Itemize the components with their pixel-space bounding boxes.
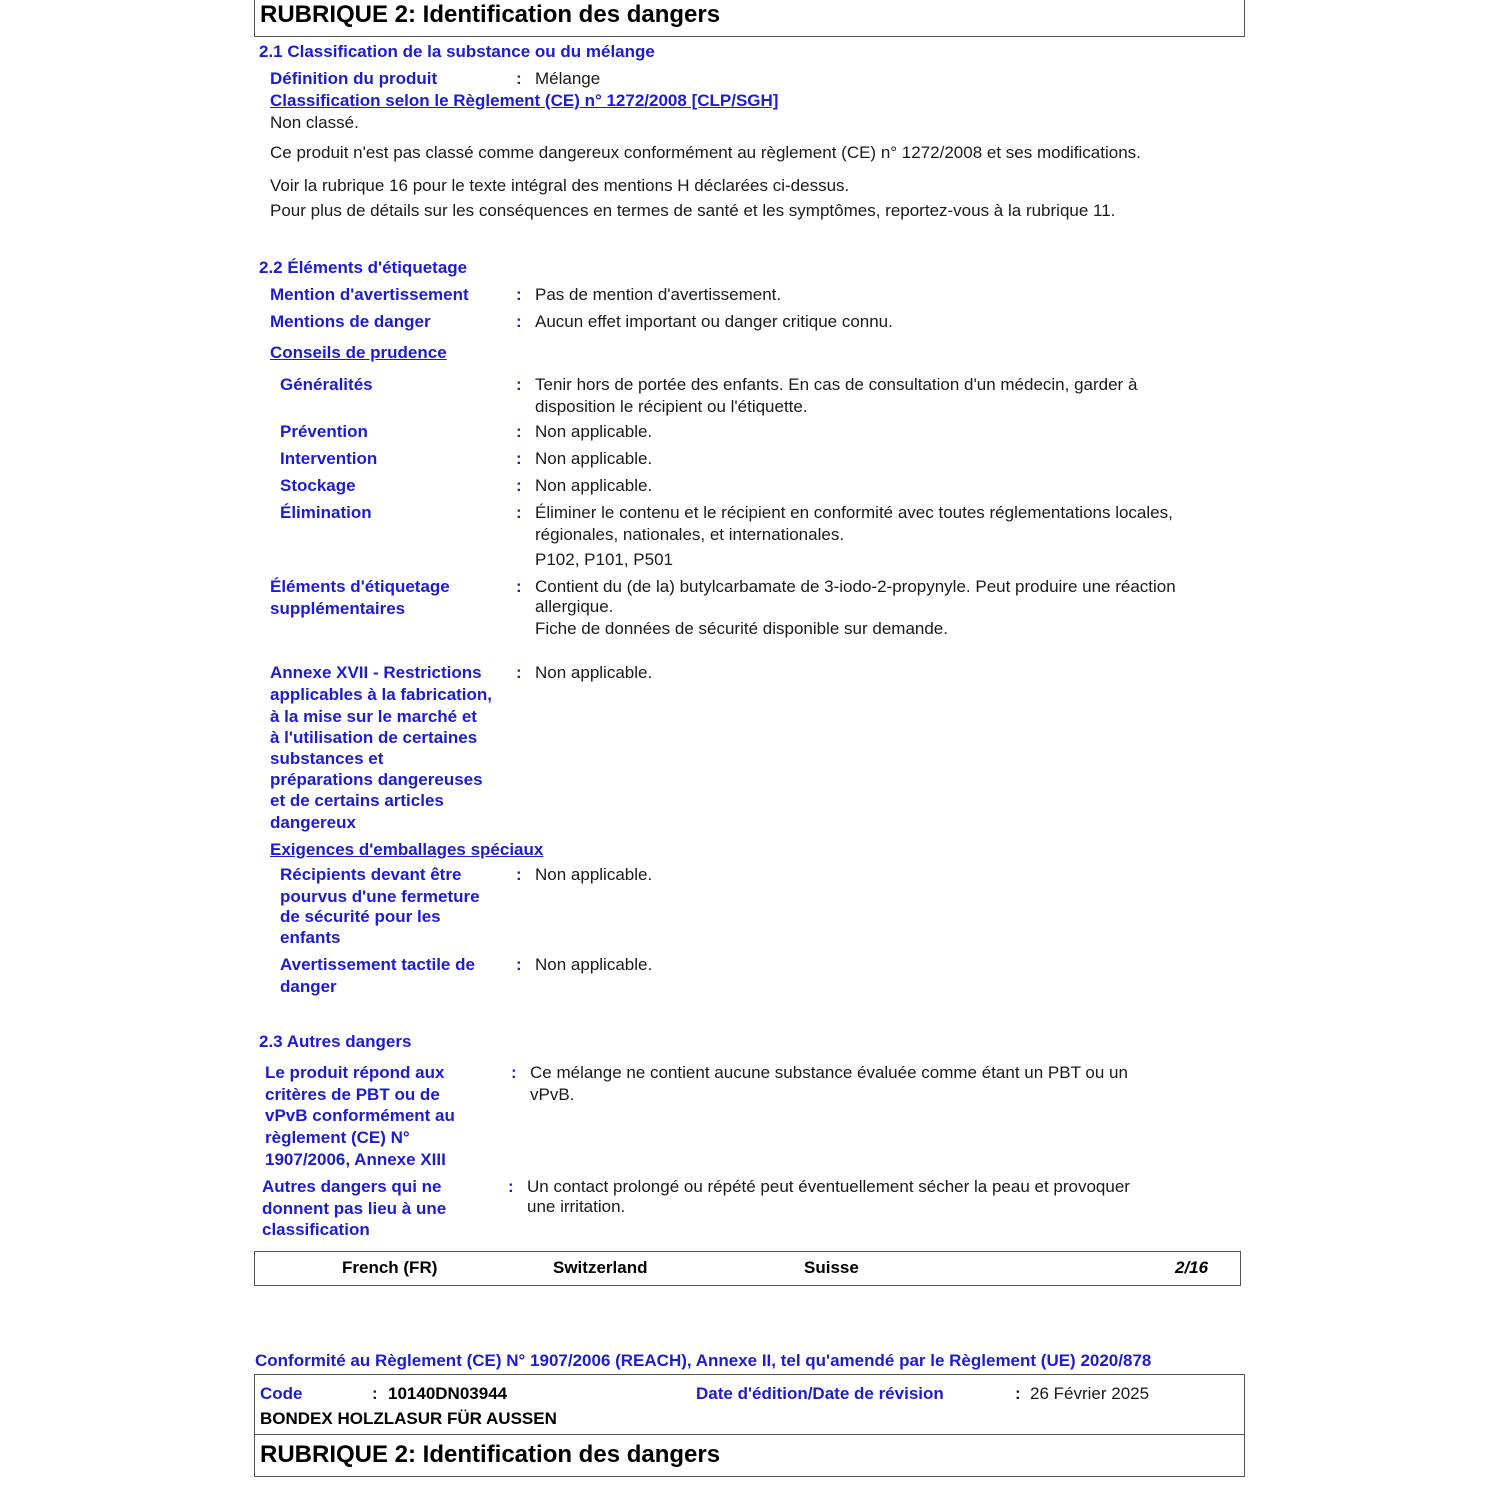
footer-country-fr: Suisse [804,1258,859,1277]
colon: : [1015,1384,1021,1403]
code-label: Code [260,1384,303,1403]
hazard-statements-label: Mentions de danger [270,312,431,331]
product-definition-value: Mélange [535,69,601,88]
annex-xvii-label-line1: Annexe XVII - Restrictions [270,663,482,682]
heading-2-2: 2.2 Éléments d'étiquetage [259,258,468,277]
non-classe-text: Non classé. [270,113,359,132]
rubrique-16-note: Voir la rubrique 16 pour le texte intégral des mentions H déclarées ci-dessus. [270,176,850,195]
tactile-warning-value: Non applicable. [535,955,653,974]
colon: : [516,312,522,331]
general-value-line2: disposition le récipient ou l'étiquette. [535,397,808,416]
intervention-value: Non applicable. [535,449,653,468]
annex-xvii-label-line6: préparations dangereuses [270,770,483,789]
supplemental-value-line2: allergique. [535,597,614,616]
colon: : [516,955,522,974]
colon: : [516,449,522,468]
other-hazards-value-line2: une irritation. [527,1197,626,1216]
annex-xvii-label-line4: à l'utilisation de certaines [270,728,478,747]
footer-page-number: 2/16 [1175,1258,1209,1277]
child-resistant-label-line4: enfants [280,928,341,947]
storage-label: Stockage [280,476,356,495]
annex-xvii-value: Non applicable. [535,663,653,682]
child-resistant-label-line3: de sécurité pour les [280,907,441,926]
pbt-value-line2: vPvB. [530,1085,575,1104]
heading-2-3: 2.3 Autres dangers [259,1032,412,1051]
document-info-box [254,1374,1245,1435]
child-resistant-value: Non applicable. [535,865,653,884]
special-packaging-link[interactable]: Exigences d'emballages spéciaux [270,840,544,859]
colon: : [516,69,522,88]
product-name: BONDEX HOLZLASUR FÜR AUSSEN [260,1409,557,1428]
pbt-label-line4: règlement (CE) N° [265,1128,410,1147]
signal-word-value: Pas de mention d'avertissement. [535,285,782,304]
colon: : [516,865,522,884]
code-value: 10140DN03944 [388,1384,508,1403]
pbt-label-line3: vPvB conformément au [265,1106,455,1125]
disposal-value-line2: régionales, nationales, et internationales. [535,525,845,544]
precautionary-statements-link[interactable]: Conseils de prudence [270,343,447,362]
supplemental-value-line3: Fiche de données de sécurité disponible sur demande. [535,619,948,638]
disposal-label: Élimination [280,503,372,522]
child-resistant-label-line1: Récipients devant être [280,865,462,884]
section-title-box [254,0,1245,37]
disposal-codes: P102, P101, P501 [535,550,674,569]
colon: : [516,663,522,682]
next-section-title: RUBRIQUE 2: Identification des dangers [260,1441,721,1468]
supplemental-value-line1: Contient du (de la) butylcarbamate de 3-iodo-2-propynyle. Peut produire une réaction [535,577,1176,596]
annex-xvii-label-line3: à la mise sur le marché et [270,707,477,726]
revision-date-label: Date d'édition/Date de révision [696,1384,944,1403]
tactile-warning-label-line1: Avertissement tactile de [280,955,475,974]
pbt-label-line1: Le produit répond aux [265,1063,445,1082]
page-footer [254,1251,1241,1286]
colon: : [516,375,522,394]
tactile-warning-label-line2: danger [280,977,337,996]
colon: : [516,577,522,596]
classification-link[interactable]: Classification selon le Règlement (CE) n° 1272/2008 [CLP/SGH] [270,91,779,110]
colon: : [516,422,522,441]
other-hazards-label-line3: classification [262,1220,370,1239]
next-section-title-box [254,1434,1245,1477]
colon: : [372,1384,378,1403]
heading-2-1: 2.1 Classification de la substance ou du mélange [259,42,655,61]
supplemental-label-line2: supplémentaires [270,599,406,618]
supplemental-label-line1: Éléments d'étiquetage [270,577,450,596]
general-value-line1: Tenir hors de portée des enfants. En cas de consultation d'un médecin, garder à [535,375,1138,394]
footer-language: French (FR) [342,1258,438,1277]
annex-xvii-label-line2: applicables à la fabrication, [270,685,493,704]
pbt-label-line5: 1907/2006, Annexe XIII [265,1150,446,1169]
annex-xvii-label-line8: dangereux [270,813,356,832]
colon: : [516,503,522,522]
pbt-value-line1: Ce mélange ne contient aucune substance évaluée comme étant un PBT ou un [530,1063,1128,1082]
revision-date-value: 26 Février 2025 [1030,1384,1150,1403]
section-title: RUBRIQUE 2: Identification des dangers [260,1,721,28]
disposal-value-line1: Éliminer le contenu et le récipient en conformité avec toutes réglementations locales, [535,503,1173,522]
pbt-label-line2: critères de PBT ou de [265,1085,440,1104]
child-resistant-label-line2: pourvus d'une fermeture [280,887,480,906]
prevention-label: Prévention [280,422,368,441]
colon: : [508,1177,514,1196]
classification-paragraph: Ce produit n'est pas classé comme dangereux conformément au règlement (CE) n° 1272/2008 et ses modifications. [270,143,1141,162]
other-hazards-label-line1: Autres dangers qui ne [262,1177,442,1196]
product-definition-label: Définition du produit [270,69,438,88]
colon: : [516,285,522,304]
annex-xvii-label-line7: et de certains articles [270,791,444,810]
signal-word-label: Mention d'avertissement [270,285,469,304]
annex-xvii-label-line5: substances et [270,749,384,768]
intervention-label: Intervention [280,449,378,468]
storage-value: Non applicable. [535,476,653,495]
general-label: Généralités [280,375,373,394]
rubrique-11-note: Pour plus de détails sur les conséquences en termes de santé et les symptômes, reportez-vous à la rubrique 11. [270,201,1116,220]
footer-country: Switzerland [553,1258,648,1277]
colon: : [516,476,522,495]
other-hazards-value-line1: Un contact prolongé ou répété peut éventuellement sécher la peau et provoquer [527,1177,1130,1196]
reach-compliance-header: Conformité au Règlement (CE) N° 1907/2006 (REACH), Annexe II, tel qu'amendé par le Règlement (UE) 2020/878 [255,1351,1152,1370]
other-hazards-label-line2: donnent pas lieu à une [262,1199,447,1218]
prevention-value: Non applicable. [535,422,653,441]
colon: : [511,1063,517,1082]
hazard-statements-value: Aucun effet important ou danger critique connu. [535,312,893,331]
